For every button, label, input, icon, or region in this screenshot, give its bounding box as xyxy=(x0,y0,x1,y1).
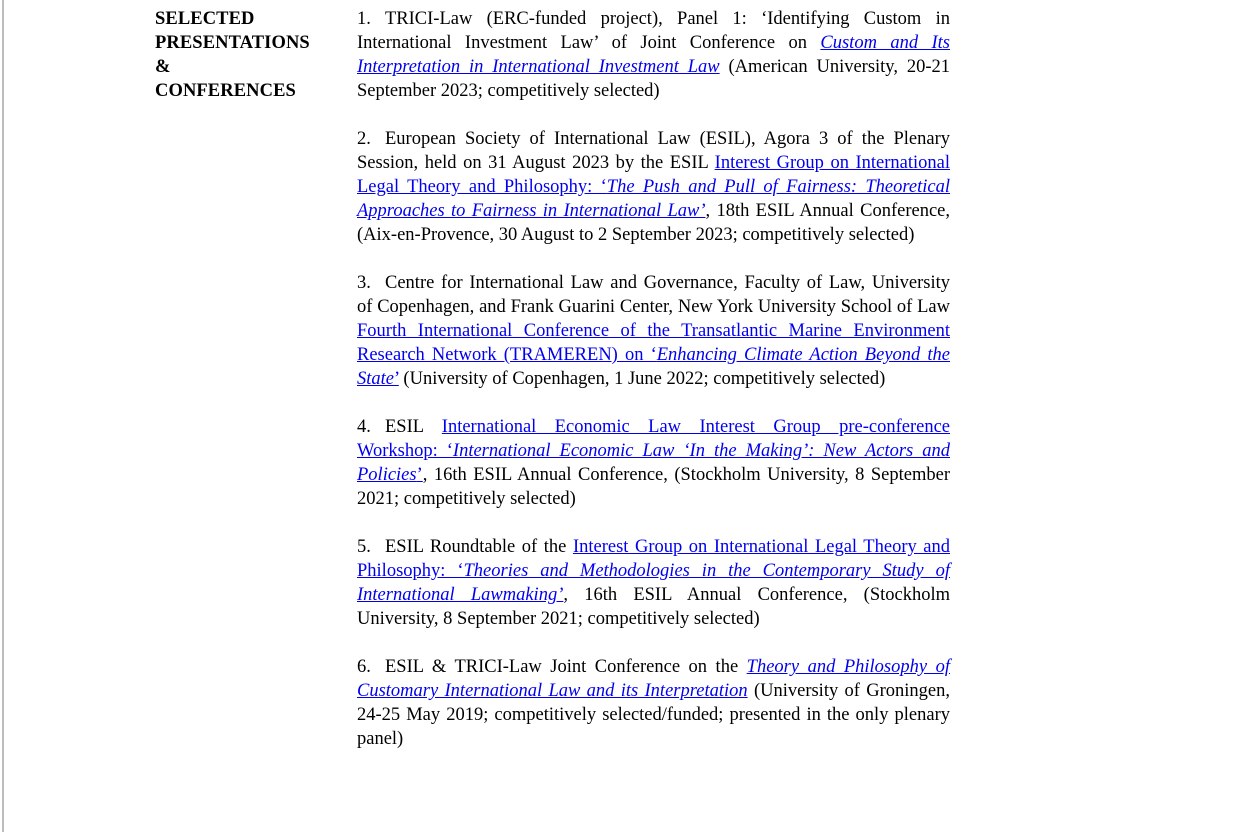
presentation-item xyxy=(357,415,950,511)
hyperlink[interactable]: ’ xyxy=(416,465,423,485)
hyperlink[interactable]: The Push and Pull of Fairness: Theoretical Approaches to Fairness in International Law’ xyxy=(357,177,950,221)
hyperlink[interactable]: Custom and Its Interpretation in International Investment Law xyxy=(357,33,950,77)
item-text: ESIL xyxy=(385,417,442,437)
section-heading-line: CONFERENCES xyxy=(155,81,296,101)
presentation-item xyxy=(357,535,950,631)
hyperlink[interactable]: Fourth International Conference of the Transatlantic Marine Environment Research Network (TRAMEREN) on ‘ xyxy=(357,321,950,365)
section-heading-line: & xyxy=(155,57,171,77)
page-edge-line xyxy=(2,0,4,832)
section-heading-line: SELECTED xyxy=(155,9,255,29)
hyperlink[interactable]: ’ xyxy=(394,369,399,389)
hyperlink[interactable]: International Economic Law Interest Group pre-conference Workshop: ‘ xyxy=(357,417,950,461)
presentation-item xyxy=(357,127,950,247)
hyperlink[interactable]: Interest Group on International Legal Theory and Philosophy: ‘ xyxy=(357,153,950,197)
section-heading xyxy=(155,7,357,103)
item-text: (University of Copenhagen, 1 June 2022; competitively selected) xyxy=(398,369,886,389)
hyperlink[interactable]: Interest Group on International Legal Theory and Philosophy: ‘ xyxy=(357,537,951,581)
item-text: (University of Groningen, 24-25 May 2019; competitively selected/funded; presented in the only plenary panel) xyxy=(357,681,950,749)
item-number: 5. xyxy=(357,537,371,557)
item-text: (American University, 20-21 September 2023; competitively selected) xyxy=(357,57,951,101)
item-text: ESIL & TRICI-Law Joint Conference on the xyxy=(385,657,747,677)
item-text: European Society of International Law (ESIL), Agora 3 of the Plenary Session, held on 31 August 2023 by the ESIL xyxy=(357,129,950,173)
item-number: 4. xyxy=(357,417,371,437)
item-text: , 16th ESIL Annual Conference, (Stockholm University, 8 September 2021; competitively selected) xyxy=(357,585,950,629)
presentations-list xyxy=(357,7,950,751)
presentation-item xyxy=(357,271,950,391)
item-number: 2. xyxy=(357,129,371,149)
item-text: TRICI-Law (ERC-funded project), Panel 1: ‘Identifying Custom in International Investment Law’ of Joint Conference on xyxy=(357,9,950,53)
section-heading-line: PRESENTATIONS xyxy=(155,33,310,53)
hyperlink[interactable]: Theory and Philosophy of Customary International Law and its Interpretation xyxy=(357,657,950,701)
item-number: 1. xyxy=(357,9,371,29)
item-text: , 16th ESIL Annual Conference, (Stockholm University, 8 September 2021; competitively selected) xyxy=(357,465,950,509)
item-text: Centre for International Law and Governance, Faculty of Law, University of Copenhagen, and Frank Guarini Center, New York University School of Law xyxy=(357,273,950,317)
item-number: 3. xyxy=(357,273,371,293)
presentation-item xyxy=(357,655,950,751)
hyperlink[interactable]: Theories and Methodologies in the Contemporary Study of International Lawmaking’ xyxy=(357,561,950,605)
item-number: 6. xyxy=(357,657,371,677)
hyperlink[interactable]: Enhancing Climate Action Beyond the State xyxy=(357,345,950,389)
hyperlink[interactable]: International Economic Law ‘In the Making’: New Actors and Policies xyxy=(357,441,951,485)
cv-section xyxy=(155,7,950,751)
item-text: , 18th ESIL Annual Conference, (Aix-en-Provence, 30 August to 2 September 2023; competitively selected) xyxy=(357,201,950,245)
presentation-item xyxy=(357,7,950,103)
item-text: ESIL Roundtable of the xyxy=(385,537,573,557)
